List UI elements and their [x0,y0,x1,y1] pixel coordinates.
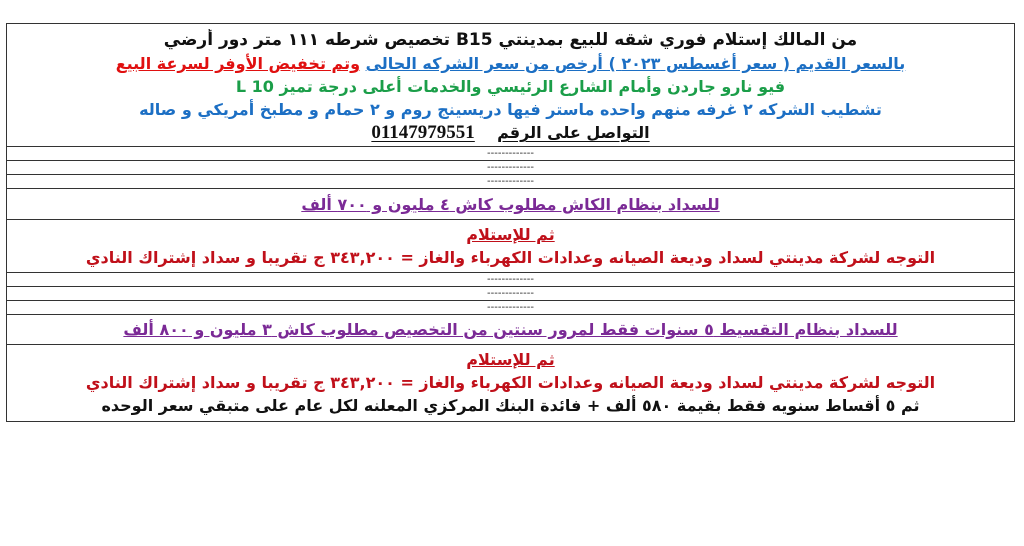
header-cell [7,24,1014,147]
installments-text: ثم ٥ أقساط سنويه فقط بقيمة ٥٨٠ ألف + فائدة البنك المركزي المعلنه لكل عام على متبقي سعر الوحده [101,396,920,415]
separator-row: ------------- [7,287,1014,301]
installment-receipt-details: التوجه لشركة مدينتي لسداد وديعة الصيانه وعدادات الكهرباء والغاز = ٣٤٣,٢٠٠ ج تقريبا و سداد إشتراك النادي [85,373,936,392]
cash-plan-title: للسداد بنظام الكاش مطلوب كاش ٤ مليون و ٧٠٠ ألف [301,195,720,214]
price-note [7,52,1014,75]
view-text: فيو نارو جاردن وأمام الشارع الرئيسي والخدمات أعلى درجة تميز L 10 [235,77,786,96]
separator-row: ------------- [7,301,1014,315]
installment-plan-title: للسداد بنظام التقسيط ٥ سنوات فقط لمرور سنتين من التخصيص مطلوب كاش ٣ مليون و ٨٠٠ ألف [123,320,898,339]
separator-row: ------------- [7,147,1014,161]
headline-text: من المالك إستلام فوري شقه للبيع بمدينتي B15 تخصيص شرطه ١١١ متر دور أرضي [163,30,858,50]
separator-row: ------------- [7,161,1014,175]
phone-number[interactable]: 01147979551 [371,122,475,143]
installment-plan-cell [7,315,1014,345]
contact-label: التواصل على الرقم [497,123,650,142]
cash-receipt-heading: ثم للإستلام [466,225,555,244]
installment-receipt-heading: ثم للإستلام [466,350,555,369]
discount-text: وتم تخفيض الأوفر لسرعة البيع [115,54,361,73]
cash-receipt-details: التوجه لشركة مدينتي لسداد وديعة الصيانه وعدادات الكهرباء والغاز = ٣٤٣,٢٠٠ ج تقريبا و سداد إشتراك النادي [85,248,936,267]
finishing-text: تشطيب الشركه ٢ غرفه منهم واحده ماستر فيها دريسينج روم و ٢ حمام و مطبخ أمريكي و صاله [139,100,882,119]
old-price-text: بالسعر القديم ( سعر أغسطس ٢٠٢٣ ) أرخص من سعر الشركه الحالى [365,54,906,73]
contact-line [7,121,1014,144]
installment-receipt-cell [7,345,1014,421]
cash-receipt-cell [7,220,1014,273]
cash-plan-cell [7,189,1014,220]
listing-table [6,23,1015,422]
separator-row: ------------- [7,175,1014,189]
separator-row: ------------- [7,273,1014,287]
